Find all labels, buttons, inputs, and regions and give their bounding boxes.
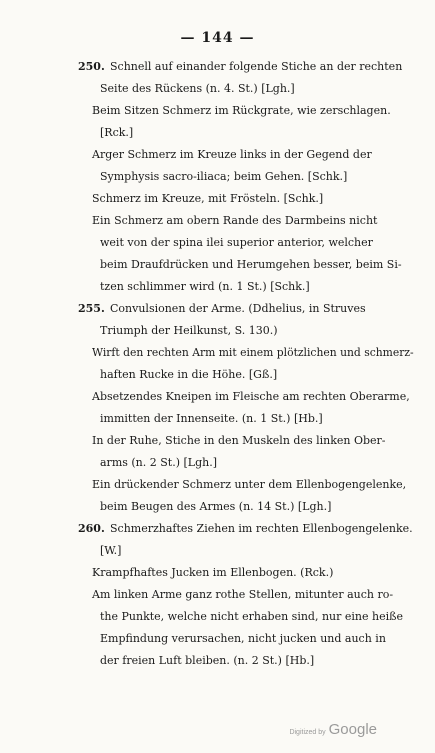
entry-line: Schnell auf einander folgende Stiche an der rechten <box>110 60 403 73</box>
entry-line: Schmerzhaftes Ziehen im rechten Ellenbogengelenke. <box>110 522 413 535</box>
entry-line: the Punkte, welche nicht erhaben sind, nur eine heiße <box>100 610 403 623</box>
entry-line: In der Ruhe, Stiche in den Muskeln des linken Ober- <box>92 434 386 447</box>
entry-number: 260. <box>78 522 105 535</box>
entry-line: [Rck.] <box>100 126 134 139</box>
entry-line: Absetzendes Kneipen im Fleische am rechten Oberarme, <box>92 390 410 403</box>
entry-line: arms (n. 2 St.) [Lgh.] <box>100 456 218 469</box>
entry-line: [W.] <box>100 544 122 557</box>
entry-line: Schmerz im Kreuze, mit Frösteln. [Schk.] <box>92 192 324 205</box>
entry-line: der freien Luft bleiben. (n. 2 St.) [Hb.] <box>100 654 315 667</box>
entry-line: beim Draufdrücken und Herumgehen besser, beim Si- <box>100 258 402 271</box>
entry-line: Ein Schmerz am obern Rande des Darmbeins nicht <box>92 214 378 227</box>
entry-line: Triumph der Heilkunst, S. 130.) <box>100 324 278 337</box>
entry-line: Arger Schmerz im Kreuze links in der Gegend der <box>92 148 372 161</box>
entry-line: Krampfhaftes Jucken im Ellenbogen. (Rck.) <box>92 566 334 579</box>
watermark-prefix: Digitized by <box>289 729 326 736</box>
entry-line: Symphysis sacro-iliaca; beim Gehen. [Schk.] <box>100 170 348 183</box>
entry-line: Empfindung verursachen, nicht jucken und auch in <box>100 632 386 645</box>
entry-line: Am linken Arme ganz rothe Stellen, mitunter auch ro- <box>92 588 394 601</box>
entry-line: haften Rucke in die Höhe. [Gß.] <box>100 368 278 381</box>
page-number: — 144 — <box>180 30 255 46</box>
digitization-watermark <box>289 721 377 739</box>
entry-line: tzen schlimmer wird (n. 1 St.) [Schk.] <box>100 280 310 293</box>
entry-line: Beim Sitzen Schmerz im Rückgrate, wie zerschlagen. <box>92 104 391 117</box>
entry-line: immitten der Innenseite. (n. 1 St.) [Hb.] <box>100 412 323 425</box>
entry-line: beim Beugen des Armes (n. 14 St.) [Lgh.] <box>100 500 332 513</box>
entry-line: weit von der spina ilei superior anterior, welcher <box>100 236 373 249</box>
entry-number: 250. <box>78 60 105 73</box>
entry-line: Seite des Rückens (n. 4. St.) [Lgh.] <box>100 82 295 95</box>
watermark-brand: Google <box>328 721 377 738</box>
entry-number: 255. <box>78 302 105 315</box>
entry-line: Convulsionen der Arme. (Ddhelius, in Struves <box>110 302 366 315</box>
entry-line: Ein drückender Schmerz unter dem Ellenbogengelenke, <box>92 478 407 491</box>
entry-line: Wirft den rechten Arm mit einem plötzlichen und schmerz- <box>92 346 414 359</box>
